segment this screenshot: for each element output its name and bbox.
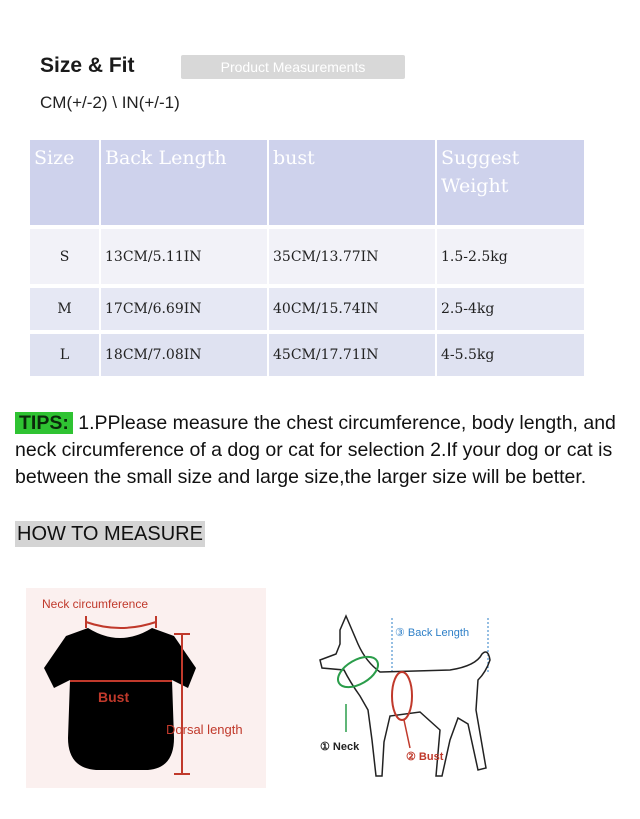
cell-size: S xyxy=(30,229,100,284)
dog-diagram-svg xyxy=(300,600,520,790)
cell-size: M xyxy=(30,288,100,330)
bust-ring xyxy=(392,672,412,720)
cell-bust: 45CM/17.71IN xyxy=(268,334,436,376)
cell-weight: 4-5.5kg xyxy=(436,334,585,376)
garment-diagram-svg xyxy=(26,588,266,788)
cell-back-length: 17CM/6.69IN xyxy=(100,288,268,330)
cell-back-length: 18CM/7.08IN xyxy=(100,334,268,376)
header-back-length: Back Length xyxy=(100,140,268,225)
header-suggest-weight xyxy=(436,140,585,225)
dorsal-length-label: Dorsal length xyxy=(166,722,243,737)
dog-diagram xyxy=(300,600,520,790)
table-header-row xyxy=(30,140,585,225)
tips-label: TIPS: xyxy=(15,412,73,434)
neck-measure-line xyxy=(86,622,156,628)
header-bust: bust xyxy=(268,140,436,225)
bust-label: Bust xyxy=(98,689,130,705)
page-title: Size & Fit xyxy=(40,54,135,77)
how-to-measure-heading: HOW TO MEASURE xyxy=(17,523,203,545)
back-length-label: ③ Back Length xyxy=(395,627,470,639)
cell-bust: 35CM/13.77IN xyxy=(268,229,436,284)
header-weight-line1: Suggest xyxy=(441,147,520,169)
bust-dog-label: ② Bust xyxy=(406,751,444,763)
size-table xyxy=(30,140,586,376)
tips-text: 1.PPlease measure the chest circumference, body length, and neck circumference of a dog or cat for selection 2.If your dog or cat is between the small size and large size,the larger size will be better. xyxy=(15,412,616,488)
cell-weight: 1.5-2.5kg xyxy=(436,229,585,284)
neck-label: ① Neck xyxy=(320,741,360,753)
cell-size: L xyxy=(30,334,100,376)
product-measurements-badge: Product Measurements xyxy=(181,55,405,79)
cell-weight: 2.5-4kg xyxy=(436,288,585,330)
table-row xyxy=(30,229,585,284)
table-row xyxy=(30,334,585,376)
cell-back-length: 13CM/5.11IN xyxy=(100,229,268,284)
bust-pointer xyxy=(404,720,410,748)
neck-ring xyxy=(333,651,383,694)
units-note: CM(+/-2) \ IN(+/-1) xyxy=(40,93,180,112)
table-row xyxy=(30,288,585,330)
neck-circumference-label: Neck circumference xyxy=(42,597,149,611)
header-weight-line2: Weight xyxy=(441,175,509,197)
tips-paragraph xyxy=(15,410,635,491)
cell-bust: 40CM/15.74IN xyxy=(268,288,436,330)
header-size: Size xyxy=(30,140,100,225)
garment-diagram xyxy=(26,588,266,788)
